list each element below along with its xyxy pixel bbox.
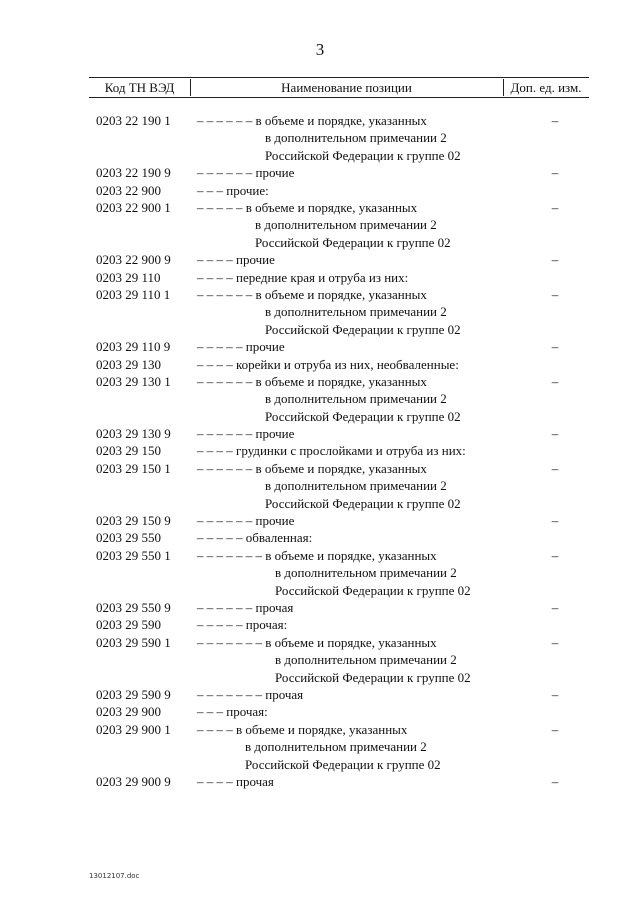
table-row: [0, 616, 640, 633]
position-name-text: в объеме и порядке, указанных: [255, 113, 427, 128]
tariff-code: 0203 22 190 9: [96, 165, 171, 181]
position-name-first-line: [197, 599, 527, 616]
tariff-code: 0203 29 550: [96, 530, 161, 546]
position-name: [197, 251, 527, 268]
tariff-code: 0203 29 130 9: [96, 426, 171, 442]
table-row: [0, 773, 640, 790]
table-header: [89, 77, 589, 98]
tariff-code: 0203 29 110: [96, 269, 161, 285]
position-name-text: прочая:: [226, 704, 268, 720]
position-name-first-line: [197, 112, 527, 129]
position-name-text: в объеме и порядке, указанных: [236, 721, 408, 737]
position-name-first-line: [197, 703, 527, 720]
position-name: [197, 547, 527, 599]
tariff-code: 0203 29 110 9: [96, 339, 171, 355]
position-name-continuation: Российской Федерации к группе 02: [275, 669, 471, 685]
position-name-first-line: [197, 460, 527, 477]
table-row: [0, 425, 640, 442]
additional-unit: –: [551, 286, 559, 302]
position-name-text: прочие: [236, 252, 275, 268]
tariff-code: 0203 29 590: [96, 617, 161, 633]
position-name-first-line: [197, 182, 527, 199]
position-name: [197, 703, 527, 720]
table-row: [0, 164, 640, 181]
tariff-code: 0203 29 590 9: [96, 687, 171, 702]
table-row: [0, 286, 640, 338]
position-name-text: прочие: [255, 426, 295, 442]
page-number: 3: [315, 40, 325, 59]
position-name-first-line: [197, 356, 527, 373]
table-row: [0, 686, 640, 703]
position-name-text: прочая: [265, 687, 304, 702]
additional-unit: –: [551, 199, 559, 215]
tariff-code: 0203 22 900 1: [96, 199, 171, 215]
position-name: [197, 112, 527, 164]
table-row: [0, 356, 640, 373]
hierarchy-dashes: – – – – –: [197, 199, 243, 215]
position-name: [197, 512, 527, 529]
position-name: [197, 616, 527, 633]
position-name-continuation: в дополнительном примечании 2: [265, 391, 447, 407]
additional-unit: –: [551, 252, 559, 268]
hierarchy-dashes: – – – – –: [197, 530, 243, 546]
table-row: [0, 269, 640, 286]
additional-unit: –: [551, 773, 559, 789]
position-name-text: прочая: [236, 773, 274, 789]
position-name: [197, 164, 527, 181]
hierarchy-dashes: – – – –: [197, 721, 233, 737]
additional-unit: –: [551, 634, 559, 650]
position-name-continuation: Российской Федерации к группе 02: [245, 756, 441, 772]
hierarchy-dashes: – – – –: [197, 443, 233, 459]
hierarchy-dashes: – – – – – – –: [197, 547, 262, 563]
position-name-first-line: [197, 269, 527, 286]
tariff-code: 0203 29 130: [96, 356, 161, 372]
position-name-first-line: [197, 251, 527, 268]
position-name-first-line: [197, 199, 527, 216]
tariff-code: 0203 22 900: [96, 182, 161, 198]
tariff-code: 0203 29 900 9: [96, 773, 171, 789]
position-name-continuation: в дополнительном примечании 2: [265, 130, 447, 146]
position-name-continuation: в дополнительном примечании 2: [265, 304, 447, 320]
tariff-code: 0203 22 190 1: [96, 113, 171, 128]
position-name: [197, 460, 527, 512]
position-name-first-line: [197, 512, 527, 529]
table-row: [0, 338, 640, 355]
position-name: [197, 373, 527, 425]
column-header-name: Наименование позиции: [281, 80, 412, 95]
tariff-code: 0203 29 130 1: [96, 373, 171, 389]
tariff-code: 0203 22 900 9: [96, 252, 171, 268]
additional-unit: –: [551, 547, 559, 563]
position-name: [197, 356, 527, 373]
position-name: [197, 442, 527, 459]
position-name-first-line: [197, 425, 527, 442]
position-name-first-line: [197, 773, 527, 790]
table-row: [0, 460, 640, 512]
table-body: [0, 112, 640, 790]
tariff-code: 0203 29 900: [96, 704, 161, 720]
table-row: [0, 599, 640, 616]
additional-unit: –: [551, 460, 559, 476]
tariff-code: 0203 29 550 1: [96, 547, 171, 563]
position-name-continuation: в дополнительном примечании 2: [275, 652, 457, 668]
position-name-continuation: Российской Федерации к группе 02: [265, 147, 461, 163]
position-name-continuation: в дополнительном примечании 2: [265, 478, 447, 494]
position-name-text: в объеме и порядке, указанных: [245, 199, 418, 215]
position-name: [197, 425, 527, 442]
hierarchy-dashes: – – – – – –: [197, 513, 253, 529]
position-name-continuation: в дополнительном примечании 2: [245, 739, 427, 755]
position-name-text: в объеме и порядке, указанных: [255, 286, 427, 302]
position-name-text: прочие: [245, 339, 285, 355]
table-row: [0, 442, 640, 459]
position-name: [197, 686, 527, 703]
additional-unit: –: [551, 373, 559, 389]
additional-unit: –: [551, 165, 559, 181]
position-name-continuation: в дополнительном примечании 2: [255, 217, 437, 233]
position-name: [197, 199, 527, 251]
position-name-text: в объеме и порядке, указанных: [265, 634, 437, 650]
hierarchy-dashes: – – –: [197, 704, 223, 720]
hierarchy-dashes: – – – – – –: [197, 113, 253, 128]
position-name-first-line: [197, 338, 527, 355]
additional-unit: –: [551, 339, 559, 355]
position-name-text: прочая: [255, 600, 294, 616]
position-name-text: обваленная:: [245, 530, 313, 546]
position-name-text: прочие: [255, 165, 295, 181]
hierarchy-dashes: – – – –: [197, 269, 233, 285]
position-name-continuation: Российской Федерации к группе 02: [265, 495, 461, 511]
position-name-text: передние края и отруба из них:: [236, 269, 409, 285]
hierarchy-dashes: – – – –: [197, 773, 233, 789]
hierarchy-dashes: – – –: [197, 182, 223, 198]
hierarchy-dashes: – – – – – –: [197, 460, 253, 476]
position-name-text: прочие:: [226, 182, 269, 198]
additional-unit: –: [551, 426, 559, 442]
table-row: [0, 703, 640, 720]
position-name: [197, 721, 527, 773]
position-name-text: в объеме и порядке, указанных: [255, 460, 427, 476]
position-name-continuation: Российской Федерации к группе 02: [255, 234, 451, 250]
hierarchy-dashes: – – – – –: [197, 617, 243, 633]
position-name-first-line: [197, 634, 527, 651]
additional-unit: –: [551, 513, 559, 529]
table-row: [0, 199, 640, 251]
position-name-first-line: [197, 373, 527, 390]
hierarchy-dashes: – – – – – – –: [197, 634, 262, 650]
table-row: [0, 112, 640, 164]
position-name-first-line: [197, 442, 527, 459]
table-row: [0, 721, 640, 773]
hierarchy-dashes: – – – –: [197, 356, 233, 372]
position-name-first-line: [197, 529, 527, 546]
position-name-first-line: [197, 721, 527, 738]
position-name-text: в объеме и порядке, указанных: [255, 373, 427, 389]
position-name-continuation: Российской Федерации к группе 02: [275, 582, 471, 598]
position-name-first-line: [197, 164, 527, 181]
hierarchy-dashes: – – – – – –: [197, 600, 253, 616]
hierarchy-dashes: – – – – – –: [197, 165, 253, 181]
position-name-continuation: в дополнительном примечании 2: [275, 565, 457, 581]
tariff-code: 0203 29 550 9: [96, 600, 171, 616]
tariff-code: 0203 29 150 1: [96, 460, 171, 476]
table-row: [0, 547, 640, 599]
additional-unit: –: [551, 600, 559, 616]
position-name-first-line: [197, 286, 527, 303]
position-name-text: в объеме и порядке, указанных: [265, 547, 437, 563]
position-name-first-line: [197, 616, 527, 633]
additional-unit: –: [551, 721, 559, 737]
position-name: [197, 773, 527, 790]
document-file-id: 13012107.doc: [89, 872, 140, 880]
tariff-code: 0203 29 590 1: [96, 634, 171, 650]
table-row: [0, 529, 640, 546]
hierarchy-dashes: – – – – –: [197, 339, 243, 355]
column-header-code: Код ТН ВЭД: [104, 80, 175, 95]
table-row: [0, 251, 640, 268]
additional-unit: –: [551, 687, 559, 702]
position-name-text: прочая:: [245, 617, 288, 633]
additional-unit: –: [551, 113, 559, 128]
position-name: [197, 269, 527, 286]
table-row: [0, 182, 640, 199]
position-name-first-line: [197, 547, 527, 564]
position-name: [197, 338, 527, 355]
hierarchy-dashes: – – – – – –: [197, 373, 253, 389]
position-name: [197, 286, 527, 338]
tariff-code: 0203 29 110 1: [96, 286, 171, 302]
position-name-text: прочие: [255, 513, 295, 529]
tariff-code: 0203 29 150 9: [96, 513, 171, 529]
column-header-unit: Доп. ед. изм.: [510, 80, 582, 95]
table-row: [0, 634, 640, 686]
position-name-text: корейки и отруба из них, необваленные:: [236, 356, 459, 372]
hierarchy-dashes: – – – – – –: [197, 286, 253, 302]
position-name: [197, 599, 527, 616]
hierarchy-dashes: – – – – – – –: [197, 687, 262, 702]
table-row: [0, 512, 640, 529]
hierarchy-dashes: – – – – – –: [197, 426, 253, 442]
position-name-continuation: Российской Федерации к группе 02: [265, 321, 461, 337]
position-name-text: грудинки с прослойками и отруба из них:: [236, 443, 466, 459]
table-row: [0, 373, 640, 425]
position-name: [197, 634, 527, 686]
position-name-continuation: Российской Федерации к группе 02: [265, 408, 461, 424]
tariff-code: 0203 29 900 1: [96, 721, 171, 737]
position-name-first-line: [197, 686, 527, 703]
position-name: [197, 182, 527, 199]
hierarchy-dashes: – – – –: [197, 252, 233, 268]
tariff-code: 0203 29 150: [96, 443, 161, 459]
position-name: [197, 529, 527, 546]
